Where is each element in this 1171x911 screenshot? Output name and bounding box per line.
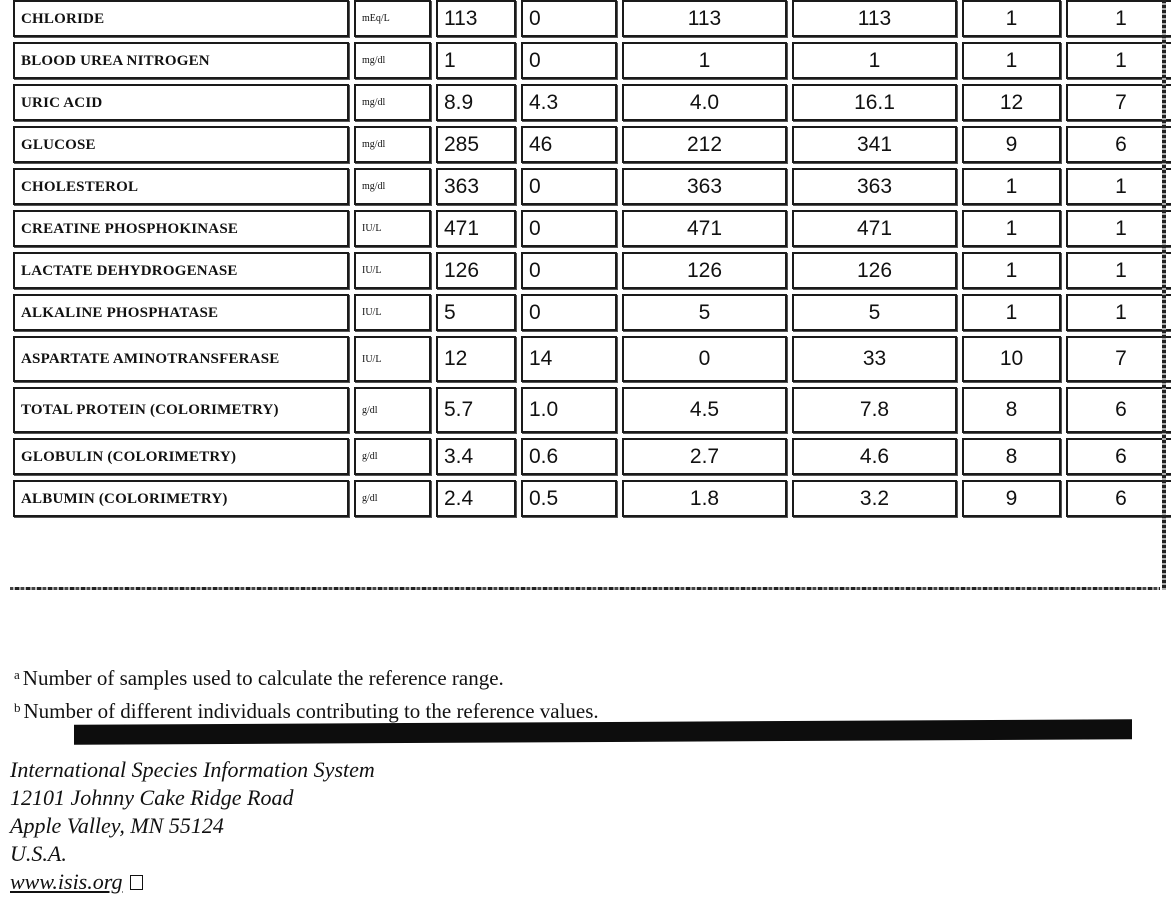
maximum-cell: 471 [792,210,957,247]
minimum-cell: 1 [622,42,787,79]
individual-count-cell: 1 [1066,42,1171,79]
mean-cell: 471 [436,210,516,247]
reference-values-table-container [8,0,1166,522]
mean-cell: 285 [436,126,516,163]
website-link[interactable]: www.isis.org [10,869,123,894]
maximum-cell: 3.2 [792,480,957,517]
footnote-a-text: Number of samples used to calculate the reference range. [22,666,504,690]
mean-cell: 3.4 [436,438,516,475]
table-body [13,0,1171,517]
units-cell: mg/dl [354,84,431,121]
footnote-a-marker: a [14,667,20,682]
mean-cell: 5.7 [436,387,516,433]
mean-cell: 5 [436,294,516,331]
table-row [13,252,1171,289]
table-row [13,0,1171,37]
address-city: Apple Valley, MN 55124 [10,813,224,838]
sd-cell: 0.5 [521,480,617,517]
sd-cell: 4.3 [521,84,617,121]
reference-values-table [8,0,1171,522]
minimum-cell: 5 [622,294,787,331]
units-cell: g/dl [354,387,431,433]
minimum-cell: 363 [622,168,787,205]
sd-cell: 14 [521,336,617,382]
test-name-cell: URIC ACID [13,84,349,121]
test-name-cell: CHLORIDE [13,0,349,37]
footnote-b-text: Number of different individuals contributing to the reference values. [23,699,599,723]
footnote-b-marker: b [14,700,21,715]
sample-count-cell: 1 [962,168,1061,205]
footnotes [14,660,599,726]
individual-count-cell: 6 [1066,438,1171,475]
maximum-cell: 363 [792,168,957,205]
units-cell: mEq/L [354,0,431,37]
mean-cell: 126 [436,252,516,289]
individual-count-cell: 1 [1066,168,1171,205]
sample-count-cell: 1 [962,42,1061,79]
mean-cell: 1 [436,42,516,79]
minimum-cell: 471 [622,210,787,247]
address-block [10,756,375,896]
address-org: International Species Information System [10,757,375,782]
sample-count-cell: 8 [962,438,1061,475]
units-cell: mg/dl [354,42,431,79]
table-row [13,210,1171,247]
maximum-cell: 4.6 [792,438,957,475]
minimum-cell: 4.0 [622,84,787,121]
table-row [13,387,1171,433]
individual-count-cell: 7 [1066,84,1171,121]
mean-cell: 113 [436,0,516,37]
minimum-cell: 1.8 [622,480,787,517]
individual-count-cell: 1 [1066,294,1171,331]
units-cell: g/dl [354,438,431,475]
mean-cell: 8.9 [436,84,516,121]
sample-count-cell: 12 [962,84,1061,121]
units-cell: g/dl [354,480,431,517]
minimum-cell: 2.7 [622,438,787,475]
sample-count-cell: 9 [962,480,1061,517]
sample-count-cell: 10 [962,336,1061,382]
table-row [13,438,1171,475]
table-row [13,84,1171,121]
test-name-cell: ALKALINE PHOSPHATASE [13,294,349,331]
address-url-line [10,868,375,896]
units-cell: IU/L [354,252,431,289]
sd-cell: 0 [521,168,617,205]
individual-count-cell: 1 [1066,0,1171,37]
minimum-cell: 4.5 [622,387,787,433]
maximum-cell: 16.1 [792,84,957,121]
minimum-cell: 212 [622,126,787,163]
test-name-cell: GLUCOSE [13,126,349,163]
table-row [13,126,1171,163]
right-edge-rule [1162,0,1166,590]
sample-count-cell: 1 [962,210,1061,247]
address-street: 12101 Johnny Cake Ridge Road [10,785,294,810]
table-row [13,42,1171,79]
mean-cell: 12 [436,336,516,382]
maximum-cell: 341 [792,126,957,163]
mean-cell: 2.4 [436,480,516,517]
maximum-cell: 126 [792,252,957,289]
test-name-cell: ALBUMIN (COLORIMETRY) [13,480,349,517]
sd-cell: 0 [521,294,617,331]
maximum-cell: 5 [792,294,957,331]
sd-cell: 1.0 [521,387,617,433]
minimum-cell: 126 [622,252,787,289]
sample-count-cell: 1 [962,0,1061,37]
table-row [13,294,1171,331]
sample-count-cell: 8 [962,387,1061,433]
maximum-cell: 113 [792,0,957,37]
test-name-cell: LACTATE DEHYDROGENASE [13,252,349,289]
individual-count-cell: 7 [1066,336,1171,382]
table-bottom-rule [10,587,1160,590]
units-cell: IU/L [354,210,431,247]
units-cell: mg/dl [354,168,431,205]
mean-cell: 363 [436,168,516,205]
test-name-cell: GLOBULIN (COLORIMETRY) [13,438,349,475]
test-name-cell: BLOOD UREA NITROGEN [13,42,349,79]
table-row [13,168,1171,205]
individual-count-cell: 6 [1066,126,1171,163]
test-name-cell: CHOLESTEROL [13,168,349,205]
sd-cell: 0 [521,210,617,247]
address-country: U.S.A. [10,841,67,866]
units-cell: IU/L [354,336,431,382]
maximum-cell: 33 [792,336,957,382]
sample-count-cell: 1 [962,294,1061,331]
test-name-cell: TOTAL PROTEIN (COLORIMETRY) [13,387,349,433]
sample-count-cell: 9 [962,126,1061,163]
sd-cell: 0 [521,252,617,289]
sd-cell: 0.6 [521,438,617,475]
test-name-cell: CREATINE PHOSPHOKINASE [13,210,349,247]
individual-count-cell: 6 [1066,387,1171,433]
table-row [13,480,1171,517]
box-icon [130,875,143,890]
units-cell: mg/dl [354,126,431,163]
minimum-cell: 113 [622,0,787,37]
units-cell: IU/L [354,294,431,331]
sample-count-cell: 1 [962,252,1061,289]
sd-cell: 0 [521,0,617,37]
minimum-cell: 0 [622,336,787,382]
sd-cell: 46 [521,126,617,163]
maximum-cell: 7.8 [792,387,957,433]
test-name-cell: ASPARTATE AMINOTRANSFERASE [13,336,349,382]
footnote-b [14,693,599,726]
redaction-bar [74,719,1132,745]
maximum-cell: 1 [792,42,957,79]
sd-cell: 0 [521,42,617,79]
footnote-a [14,660,599,693]
table-row [13,336,1171,382]
individual-count-cell: 1 [1066,210,1171,247]
individual-count-cell: 6 [1066,480,1171,517]
individual-count-cell: 1 [1066,252,1171,289]
